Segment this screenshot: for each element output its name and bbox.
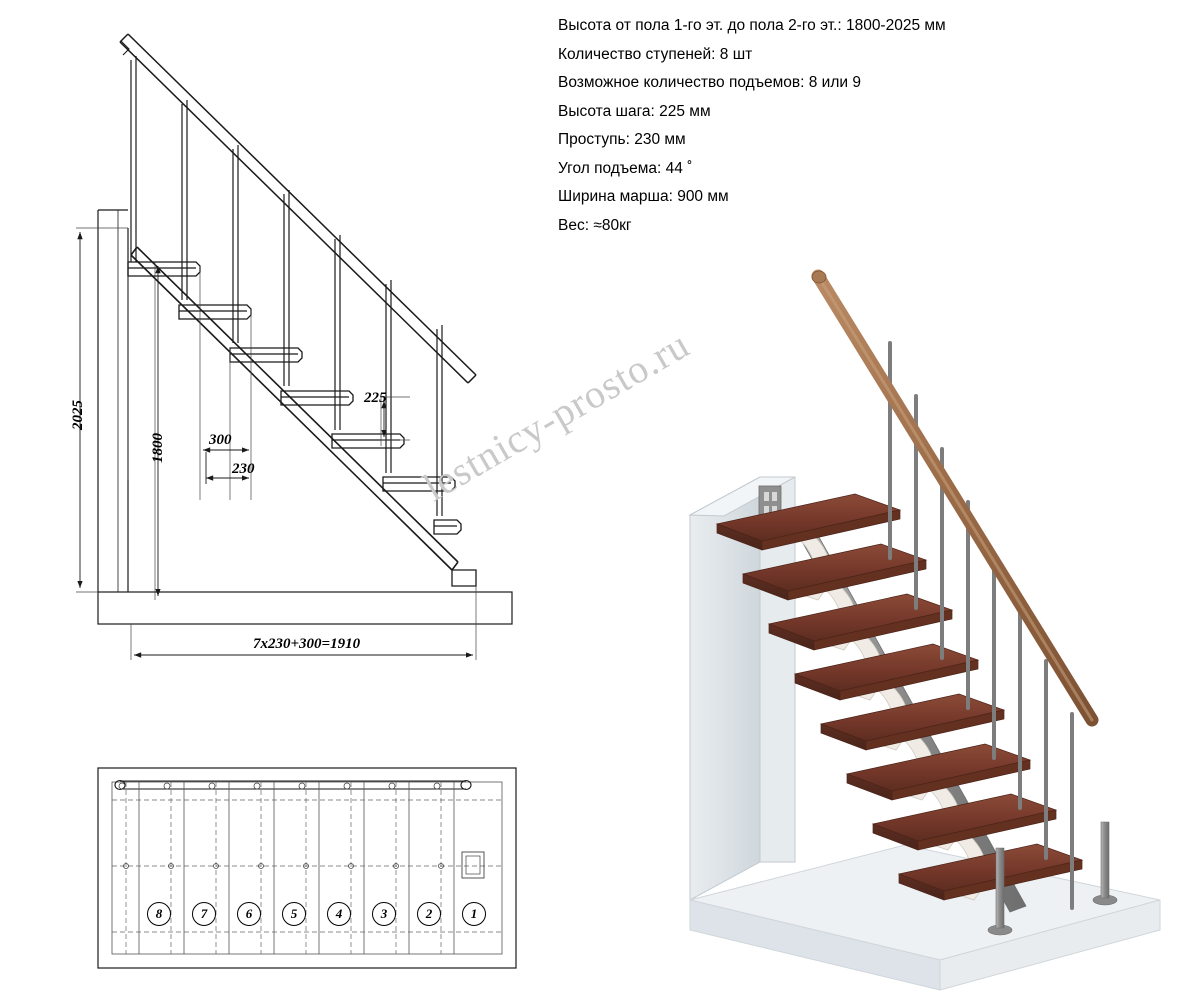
render-floor <box>690 845 1160 990</box>
side-elevation-view <box>76 34 512 660</box>
dimension-label-total-run: 7x230+300=1910 <box>253 636 361 652</box>
floor-slab <box>98 592 512 624</box>
plan-step-number: 2 <box>417 902 441 926</box>
dimension-label-total-height: 2025 <box>70 400 86 430</box>
handrail <box>120 34 476 383</box>
dimension-label-run: 300 <box>209 432 232 448</box>
dimension-label-riser: 225 <box>364 390 387 406</box>
step-tread <box>230 348 302 362</box>
three-d-render <box>690 271 1160 990</box>
stringer <box>131 247 476 586</box>
spec-item-angle: Угол подъема: 44 ˚ <box>558 159 693 177</box>
plan-step-number: 4 <box>327 902 351 926</box>
plan-step-number: 8 <box>147 902 171 926</box>
spec-item-riser-count: Возможное количество подъемов: 8 или 9 <box>558 74 861 91</box>
spec-item-floor-height: Высота от пола 1-го эт. до пола 2-го эт.: 1800-2025 мм <box>558 17 946 34</box>
plan-step-number: 5 <box>282 902 306 926</box>
plan-step-number: 1 <box>462 902 486 926</box>
spec-item-weight: Вес: ≈80кг <box>558 216 632 234</box>
wall-outline <box>98 210 128 592</box>
dimension-label-floor-height: 1800 <box>150 433 166 463</box>
spec-item-width: Ширина марша: 900 мм <box>558 188 729 205</box>
dimension-label-tread-depth: 230 <box>232 461 255 477</box>
plan-step-number: 6 <box>237 902 261 926</box>
step-tread <box>434 520 461 534</box>
plan-step-number: 7 <box>192 902 216 926</box>
step-tread <box>332 434 404 448</box>
plan-view <box>98 768 516 968</box>
spec-item-step-height: Высота шага: 225 мм <box>558 102 711 120</box>
spec-item-tread: Проступь: 230 мм <box>558 131 686 148</box>
specification-list <box>558 18 1098 246</box>
steps <box>128 262 461 534</box>
spec-item-step-count: Количество ступеней: 8 шт <box>558 45 753 63</box>
watermark-text: lestnicy-prosto.ru <box>415 321 697 510</box>
plan-step-number: 3 <box>372 902 396 926</box>
